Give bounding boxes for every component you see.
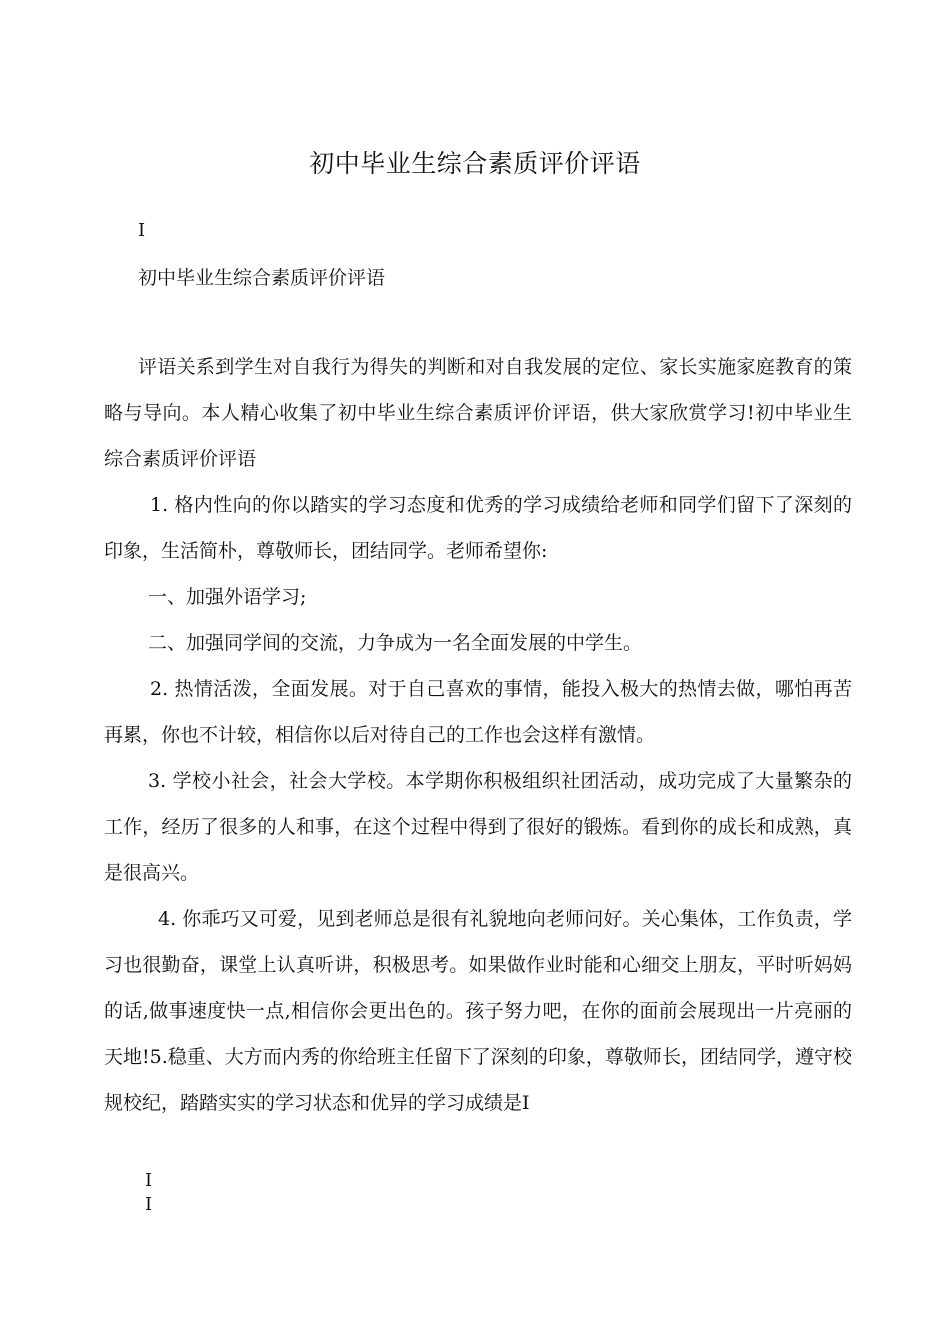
document-title: 初中毕业生综合素质评价评语 (309, 149, 641, 178)
comment-item-4: 4. 你乖巧又可爱，见到老师总是很有礼貌地向老师问好。关心集体，工作负责，学习也很勤奋，课堂上认真听讲，积极思考。如果做作业时能和心细交上朋友，平时听妈妈的话,做事速度快一点,相信你会更出色的。孩子努力吧，在你的面前会展现出一片亮丽的天地!5.稳重、大方而内秀的你给班主任留下了深刻的印象，尊敬师长，团结同学，遵守校规校纪，踏踏实实的学习状态和优异的学习成绩是I (104, 908, 852, 1114)
text-marker-bottom-1: I (145, 1170, 153, 1191)
document-subtitle: 初中毕业生综合素质评价评语 (138, 267, 386, 289)
text-marker-top: I (138, 220, 146, 241)
text-marker-bottom-2: I (145, 1194, 153, 1215)
comment-item-1: 1. 格内性向的你以踏实的学习态度和优秀的学习成绩给老师和同学们留下了深刻的印象，生活简朴，尊敬师长，团结同学。老师希望你: (104, 494, 852, 562)
comment-item-2: 2. 热情活泼，全面发展。对于自己喜欢的事情，能投入极大的热情去做，哪怕再苦再累，你也不计较，相信你以后对待自己的工作也会这样有激情。 (104, 678, 852, 746)
intro-paragraph: 评语关系到学生对自我行为得失的判断和对自我发展的定位、家长实施家庭教育的策略与导向。本人精心收集了初中毕业生综合素质评价评语，供大家欣赏学习!初中毕业生综合素质评价评语 (104, 356, 852, 470)
comment-item-1-point-b: 二、加强同学间的交流，力争成为一名全面发展的中学生。 (148, 632, 643, 654)
comment-item-3: 3. 学校小社会，社会大学校。本学期你积极组织社团活动，成功完成了大量繁杂的工作，经历了很多的人和事，在这个过程中得到了很好的锻炼。看到你的成长和成熟，真是很高兴。 (104, 770, 852, 884)
document-body (104, 344, 852, 1126)
comment-item-1-point-a: 一、加强外语学习; (148, 586, 307, 608)
